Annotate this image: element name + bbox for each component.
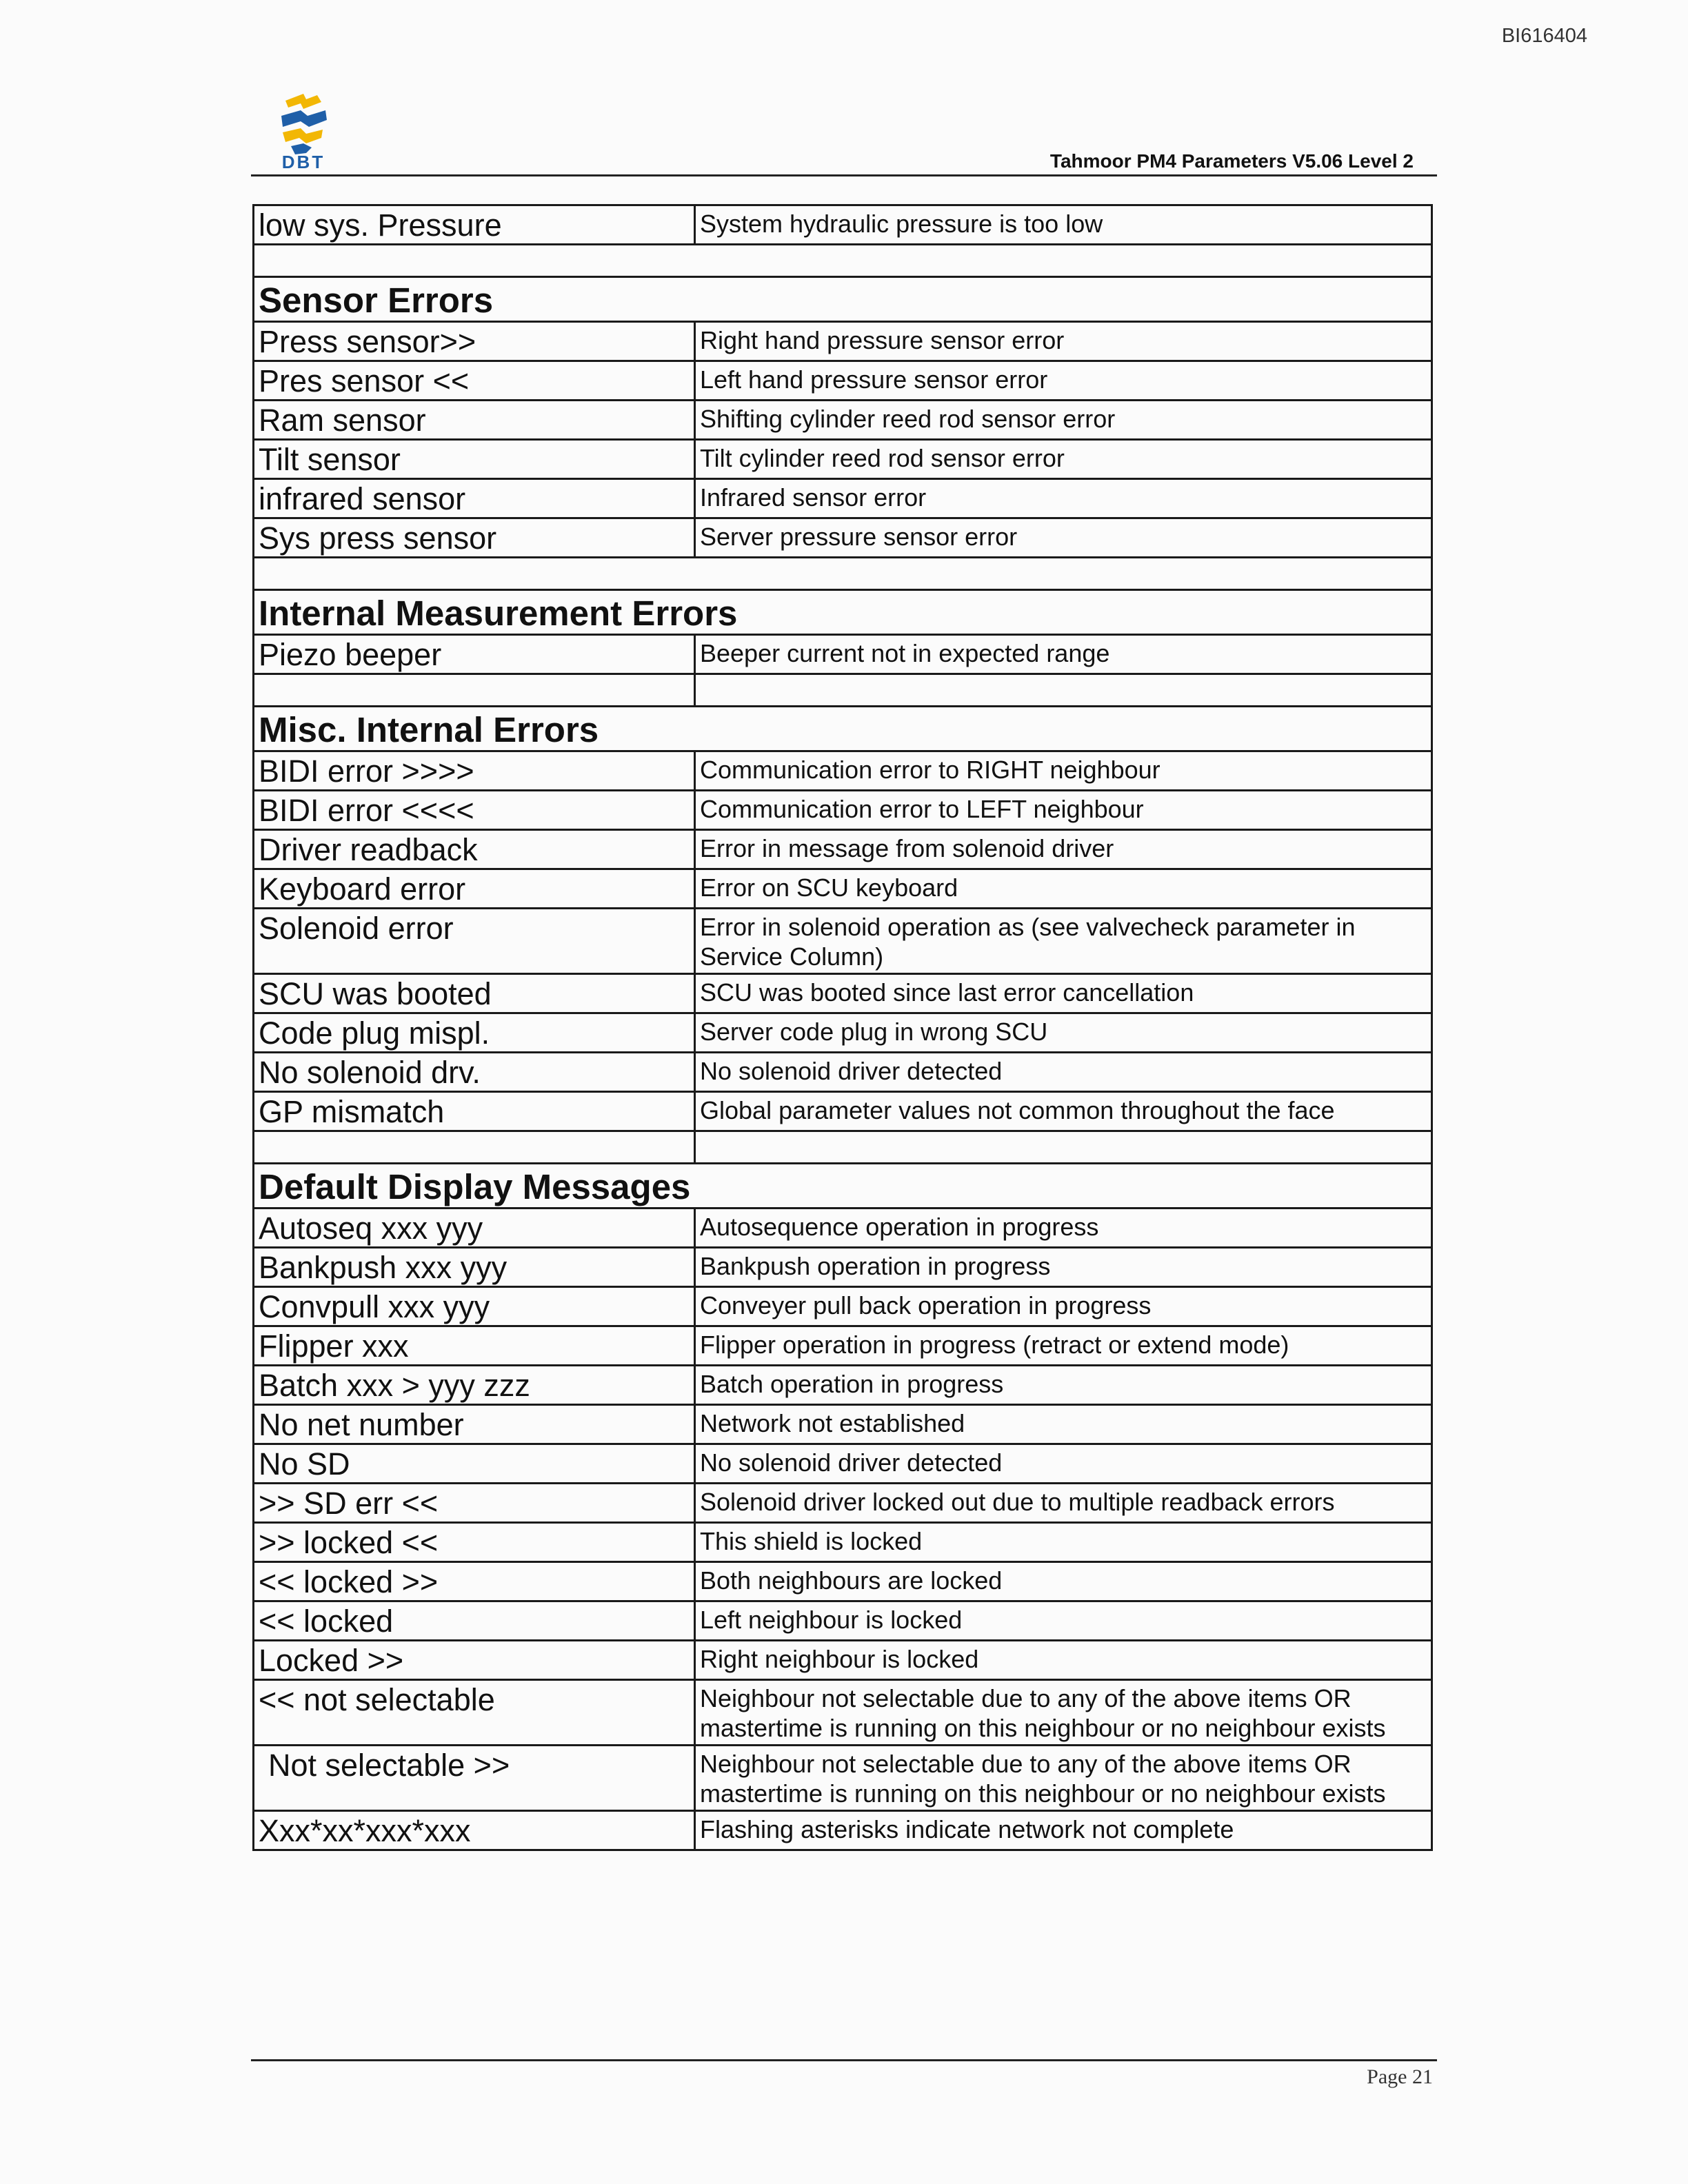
message-code-cell: BIDI error <<<< xyxy=(254,791,695,830)
message-description-cell: Bankpush operation in progress xyxy=(695,1248,1432,1287)
message-code-cell: Tilt sensor xyxy=(254,440,695,479)
section-title: Sensor Errors xyxy=(254,277,1432,322)
table-row xyxy=(254,322,1432,361)
header-title: Tahmoor PM4 Parameters V5.06 Level 2 xyxy=(1049,150,1414,172)
message-code-cell: Xxx*xx*xxx*xxx xyxy=(254,1811,695,1850)
message-code-cell: No SD xyxy=(254,1444,695,1484)
message-description-cell: Network not established xyxy=(695,1405,1432,1444)
error-message-table xyxy=(252,204,1433,1851)
message-code-cell: infrared sensor xyxy=(254,479,695,518)
empty-cell xyxy=(254,558,1432,590)
message-code-cell: Convpull xxx yyy xyxy=(254,1287,695,1326)
message-description-cell: Left hand pressure sensor error xyxy=(695,361,1432,401)
message-code-cell: >> locked << xyxy=(254,1523,695,1562)
document-id: BI616404 xyxy=(1501,25,1587,47)
message-code-cell: Keyboard error xyxy=(254,869,695,909)
message-code-cell: BIDI error >>>> xyxy=(254,751,695,791)
message-code-cell: Locked >> xyxy=(254,1641,695,1680)
message-description-cell: Shifting cylinder reed rod sensor error xyxy=(695,401,1432,440)
empty-cell xyxy=(254,1131,695,1164)
message-code-cell: Ram sensor xyxy=(254,401,695,440)
page-number: Page 21 xyxy=(1367,2065,1433,2088)
table-row xyxy=(254,635,1432,674)
message-description-cell: Server pressure sensor error xyxy=(695,518,1432,558)
table-row xyxy=(254,1811,1432,1850)
table-row xyxy=(254,1444,1432,1484)
section-header-row xyxy=(254,277,1432,322)
table-row xyxy=(254,1326,1432,1366)
table-row xyxy=(254,1013,1432,1053)
table-row xyxy=(254,1248,1432,1287)
message-code-cell: << not selectable xyxy=(254,1680,695,1746)
message-code-cell: Not selectable >> xyxy=(254,1746,695,1811)
message-code-cell: Sys press sensor xyxy=(254,518,695,558)
message-description-cell: Solenoid driver locked out due to multiple readback errors xyxy=(695,1484,1432,1523)
table-row xyxy=(254,909,1432,974)
empty-cell xyxy=(695,1131,1432,1164)
message-description-cell: Conveyer pull back operation in progress xyxy=(695,1287,1432,1326)
empty-cell xyxy=(695,674,1432,707)
message-code-cell: Autoseq xxx yyy xyxy=(254,1209,695,1248)
table-row xyxy=(254,401,1432,440)
blank-row xyxy=(254,1131,1432,1164)
message-description-cell: Flashing asterisks indicate network not complete xyxy=(695,1811,1432,1850)
message-code-cell: Flipper xxx xyxy=(254,1326,695,1366)
message-description-cell: Right neighbour is locked xyxy=(695,1641,1432,1680)
message-code-cell: No net number xyxy=(254,1405,695,1444)
table-row xyxy=(254,205,1432,245)
section-title: Misc. Internal Errors xyxy=(254,707,1432,751)
message-description-cell: Neighbour not selectable due to any of the above items OR mastertime is running on this neighbour or no neighbour exists xyxy=(695,1680,1432,1746)
table-row xyxy=(254,830,1432,869)
message-description-cell: Left neighbour is locked xyxy=(695,1601,1432,1641)
table-row xyxy=(254,361,1432,401)
section-header-row xyxy=(254,1164,1432,1209)
message-code-cell: Piezo beeper xyxy=(254,635,695,674)
section-title: Default Display Messages xyxy=(254,1164,1432,1209)
section-header-row xyxy=(254,707,1432,751)
message-description-cell: Both neighbours are locked xyxy=(695,1562,1432,1601)
message-code-cell: << locked xyxy=(254,1601,695,1641)
blank-row xyxy=(254,674,1432,707)
table-row xyxy=(254,440,1432,479)
table-row xyxy=(254,1680,1432,1746)
table-row xyxy=(254,479,1432,518)
message-code-cell: Batch xxx > yyy zzz xyxy=(254,1366,695,1405)
message-description-cell: Infrared sensor error xyxy=(695,479,1432,518)
message-code-cell: GP mismatch xyxy=(254,1092,695,1131)
table-row xyxy=(254,518,1432,558)
message-description-cell: Beeper current not in expected range xyxy=(695,635,1432,674)
message-description-cell: Error in message from solenoid driver xyxy=(695,830,1432,869)
message-code-cell: Pres sensor << xyxy=(254,361,695,401)
message-code-cell: Driver readback xyxy=(254,830,695,869)
table-row xyxy=(254,1523,1432,1562)
blank-row xyxy=(254,245,1432,277)
message-description-cell: Batch operation in progress xyxy=(695,1366,1432,1405)
table-row xyxy=(254,1405,1432,1444)
message-code-cell: No solenoid drv. xyxy=(254,1053,695,1092)
table-row xyxy=(254,1746,1432,1811)
blank-row xyxy=(254,558,1432,590)
message-description-cell: No solenoid driver detected xyxy=(695,1444,1432,1484)
message-description-cell: System hydraulic pressure is too low xyxy=(695,205,1432,245)
message-code-cell: Bankpush xxx yyy xyxy=(254,1248,695,1287)
message-description-cell: Error on SCU keyboard xyxy=(695,869,1432,909)
message-description-cell: SCU was booted since last error cancellation xyxy=(695,974,1432,1013)
section-title: Internal Measurement Errors xyxy=(254,590,1432,635)
table-row xyxy=(254,1641,1432,1680)
dbt-logo xyxy=(276,92,331,170)
message-code-cell: << locked >> xyxy=(254,1562,695,1601)
empty-cell xyxy=(254,245,1432,277)
message-description-cell: Flipper operation in progress (retract or extend mode) xyxy=(695,1326,1432,1366)
message-code-cell: SCU was booted xyxy=(254,974,695,1013)
message-code-cell: Code plug mispl. xyxy=(254,1013,695,1053)
message-description-cell: This shield is locked xyxy=(695,1523,1432,1562)
message-description-cell: Autosequence operation in progress xyxy=(695,1209,1432,1248)
table-row xyxy=(254,1484,1432,1523)
table-row xyxy=(254,791,1432,830)
message-description-cell: No solenoid driver detected xyxy=(695,1053,1432,1092)
message-description-cell: Right hand pressure sensor error xyxy=(695,322,1432,361)
message-code-cell: low sys. Pressure xyxy=(254,205,695,245)
table-row xyxy=(254,1287,1432,1326)
header-divider xyxy=(251,174,1437,176)
table-row xyxy=(254,1366,1432,1405)
section-header-row xyxy=(254,590,1432,635)
message-description-cell: Communication error to LEFT neighbour xyxy=(695,791,1432,830)
message-code-cell: >> SD err << xyxy=(254,1484,695,1523)
footer-divider xyxy=(251,2059,1437,2061)
message-code-cell: Press sensor>> xyxy=(254,322,695,361)
message-description-cell: Error in solenoid operation as (see valvecheck parameter in Service Column) xyxy=(695,909,1432,974)
message-description-cell: Neighbour not selectable due to any of the above items OR mastertime is running on this neighbour or no neighbour exists xyxy=(695,1746,1432,1811)
table-body xyxy=(254,205,1432,1850)
table-row xyxy=(254,1562,1432,1601)
table-row xyxy=(254,1601,1432,1641)
table-row xyxy=(254,1209,1432,1248)
message-description-cell: Server code plug in wrong SCU xyxy=(695,1013,1432,1053)
message-description-cell: Tilt cylinder reed rod sensor error xyxy=(695,440,1432,479)
message-description-cell: Global parameter values not common throughout the face xyxy=(695,1092,1432,1131)
table-row xyxy=(254,869,1432,909)
table-row xyxy=(254,1053,1432,1092)
parameter-table-container xyxy=(252,204,1433,1851)
message-code-cell: Solenoid error xyxy=(254,909,695,974)
table-row xyxy=(254,751,1432,791)
table-row xyxy=(254,974,1432,1013)
table-row xyxy=(254,1092,1432,1131)
message-description-cell: Communication error to RIGHT neighbour xyxy=(695,751,1432,791)
empty-cell xyxy=(254,674,695,707)
logo-text: DBT xyxy=(281,152,325,170)
